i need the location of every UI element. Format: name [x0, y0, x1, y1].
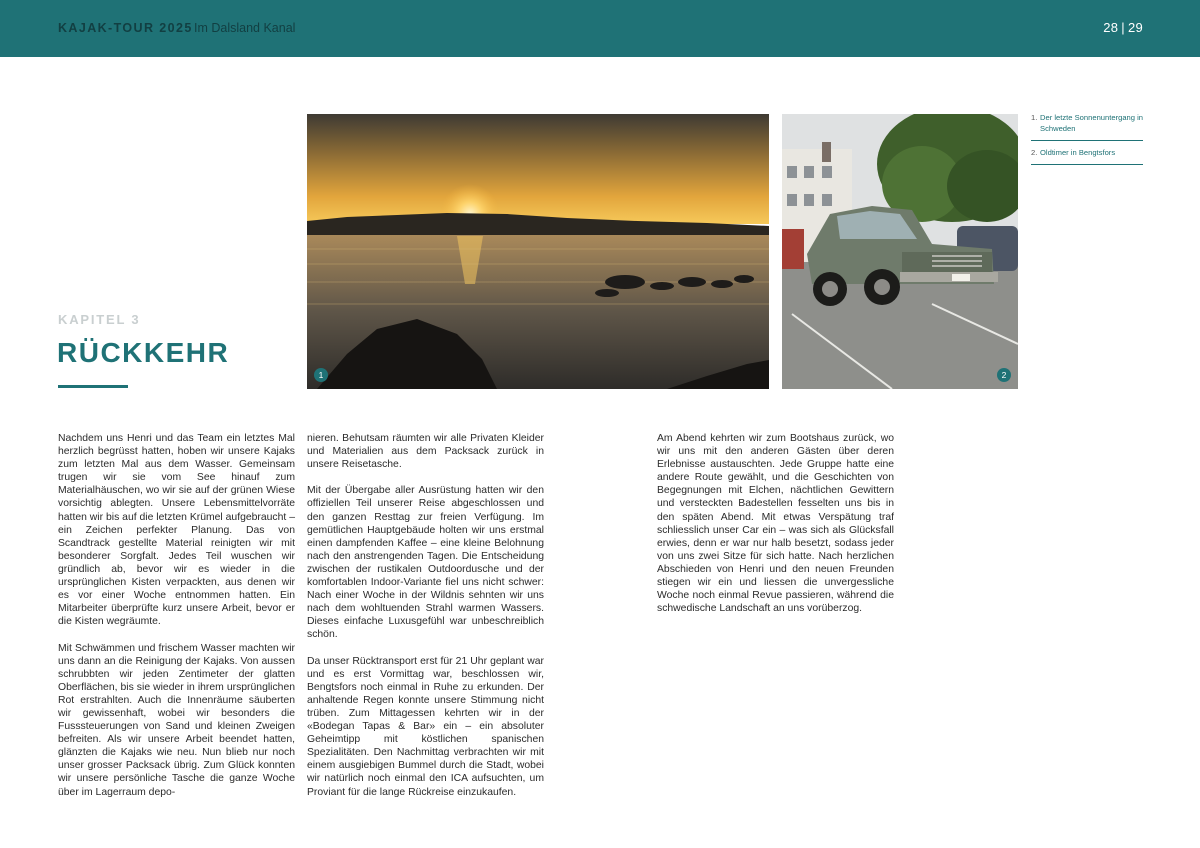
truck-image — [782, 114, 1018, 389]
photo-sunset — [307, 114, 769, 389]
body-paragraph: Da unser Rücktransport erst für 21 Uhr geplant war und es erst Vormittag war, beschlossen wir, Bengtsfors noch einmal in Ruhe zu erkunden. Der anhaltende Regen konnte unsere Stimmung nicht trüben. Zum Mittagessen kehrten wir in der «Bodegan Tapas & Bar» ein – ein absoluter Geheimtipp mit köstlichen spanischen Spezialitäten. Den Nachmittag verbrachten wir mit einem ausgiebigen Bummel durch die Stadt, wobei wir natürlich noch einmal den ICA aufsuchten, um Proviant für die lange Rückreise einzukaufen. — [307, 655, 544, 798]
page-header — [0, 0, 1200, 57]
photo-truck — [782, 114, 1018, 389]
photo-badge: 2 — [997, 368, 1011, 382]
text-column-1 — [58, 432, 295, 812]
title-divider — [58, 385, 128, 388]
chapter-label: KAPITEL 3 — [58, 312, 141, 327]
body-paragraph: Nachdem uns Henri und das Team ein letztes Mal herzlich begrüsst hatten, hoben wir unsere Kajaks zum letzten Mal aus dem Wasser. Gemeinsam trugen wir sie vom See hinauf zum Materialhäuschen, wo wir sie auf der grünen Wiese vorsichtig ablegten. Unsere Lebensmittelvorräte hatten wir bis auf die letzten Krümel aufgebraucht – ein Zeichen perfekter Planung. Das von Scandtrack gestellte Material reinigten wir mit besonderer Sorgfalt. Jedes Teil wuschen wir gründlich ab, bevor wir es wieder in die ursprünglichen Kisten verpackten, aus denen wir es vor einer Woche entnommen hatten. Ein Mitarbeiter überprüfte kurz unsere Arbeit, bevor er die Kisten wegräumte. — [58, 433, 295, 628]
caption-item — [1031, 112, 1143, 141]
text-column-2 — [307, 432, 544, 812]
photo-badge: 1 — [314, 368, 328, 382]
body-paragraph: Mit der Übergabe aller Ausrüstung hatten wir den offiziellen Teil unserer Reise abgeschlossen und den ganzen Resttag zur freien Verfügung. Im gemütlichen Hauptgebäude holten wir uns erstmal einen dampfenden Kaffee – eine kleine Belohnung nach den anstrengenden Tagen. Die Entscheidung zwischen der rustikalen Outdoordusche und der komfortablen Indoor-Variante fiel uns nicht schwer: Nach einer Woche in der Wildnis sehnten wir uns nach dem wohltuenden Strahl warmen Wassers. Dieses einfache Luxusgefühl war unbeschreiblich schön. — [307, 485, 544, 641]
page-number-right: 29 — [1127, 20, 1143, 35]
chapter-title: RÜCKKEHR — [57, 337, 230, 368]
text-column-3 — [657, 432, 894, 628]
photo-captions — [1031, 112, 1143, 171]
page-numbers: 28 | 29 — [1103, 20, 1143, 35]
sunset-image — [307, 114, 769, 389]
body-paragraph: nieren. Behutsam räumten wir alle Privaten Kleider und Materialien aus dem Packsack zurück in unsere Reisetasche. — [307, 433, 544, 471]
caption-text: Oldtimer in Bengtsfors — [1040, 148, 1116, 157]
series-title: KAJAK-TOUR 2025 — [58, 21, 193, 35]
caption-item — [1031, 147, 1143, 165]
page-number-left: 28 — [1103, 20, 1119, 35]
body-paragraph: Mit Schwämmen und frischem Wasser machten wir uns dann an die Reinigung der Kajaks. Von aussen schrubbten wir jeden Zentimeter der glatten Oberflächen, bis sie wieder in ihrem ursprünglichen Rot erstrahlten. Auch die Innenräume säuberten wir gewissenhaft, wobei wir besonders die Fusssteuerungen von Sand und kleinen Zweigen befreiten. Als wir unsere Arbeit beendet hatten, glänzten die Kajaks wie neu. Nun blieb nur noch unser grosser Packsack übrig. Zum Glück konnten wir unsere persönliche Tasche die ganze Woche über im Lagerraum depo- — [58, 642, 295, 798]
body-paragraph: Am Abend kehrten wir zum Bootshaus zurück, wo wir uns mit den anderen Gästen über deren Erlebnisse austauschten. Jede Gruppe hatte eine andere Route gewählt, und die Geschichten von Begegnungen mit Elchen, nächtlichen Gewittern und versteckten Badestellen fesselten uns bis in den späten Abend. Mit etwas Verspätung traf schliesslich unser Car ein – was sich als Glücksfall erwies, denn er war nur halb besetzt, sodass jeder von uns zwei Sitze für sich hatte. Nach herzlichen Abschieden von Henri und den neuen Freunden stiegen wir ein und liessen die unvergessliche Woche noch einmal Revue passieren, während die schwedische Landschaft an uns vorüberzog. — [657, 433, 894, 615]
series-subtitle: Im Dalsland Kanal — [194, 21, 296, 35]
caption-number: 1. — [1031, 113, 1038, 122]
caption-text: Der letzte Sonnenuntergang in Schweden — [1040, 113, 1144, 133]
caption-number: 2. — [1031, 148, 1038, 157]
